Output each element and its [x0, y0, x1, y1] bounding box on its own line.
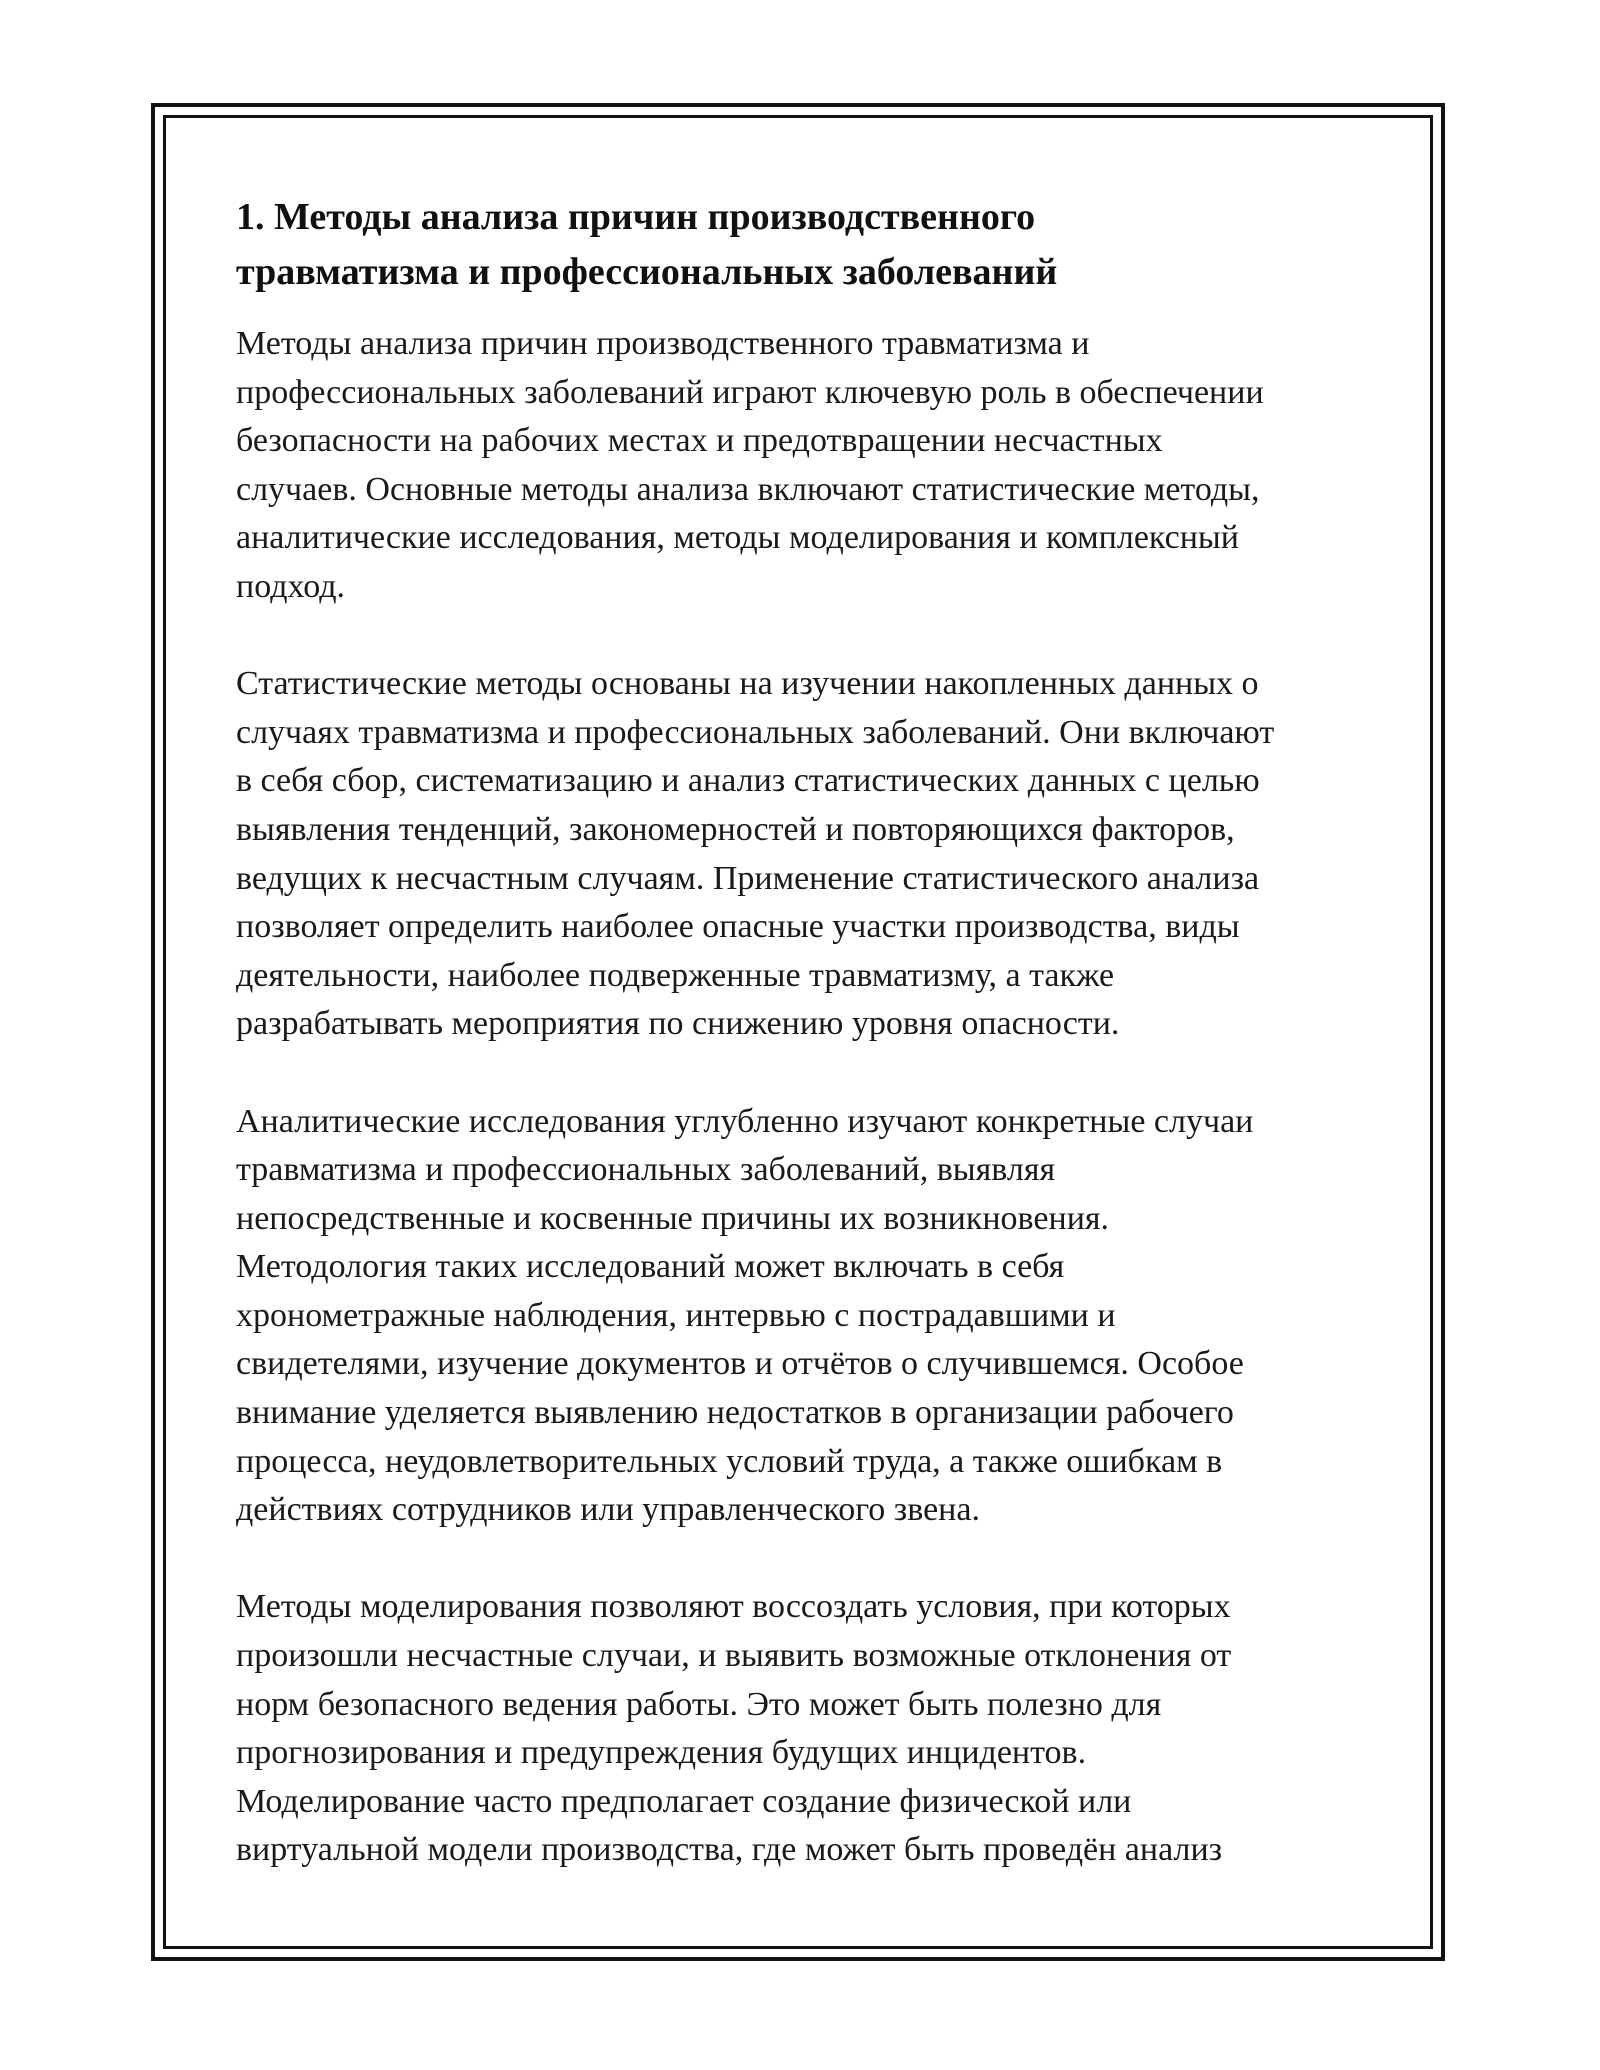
paragraph-intro: Методы анализа причин производственного травматизма и профессиональных заболеваний играют ключевую роль в обеспечении безопасности на рабочих местах и предотвращении несчастных случаев. Основные методы анализа включают статистические методы, аналитические исследования, методы моделирования и комплексный подход. [236, 325, 1264, 605]
paragraph-modeling-methods: Методы моделирования позволяют воссоздать условия, при которых произошли несчастные случаи, и выявить возможные отклонения от норм безопасного ведения работы. Это может быть полезно для прогнозирования и предупреждения будущих инцидентов. Моделирование часто предполагает создание физической или виртуальной модели производства, где может быть проведён анализ [236, 1588, 1232, 1869]
paragraph-analytical-research: Аналитические исследования углубленно изучают конкретные случаи травматизма и профессиональных заболеваний, выявляя непосредственные и косвенные причины их возникновения. Методология таких исследований может включать в себя хронометражные наблюдения, интервью с пострадавшими и свидетелями, изучение документов и отчётов о случившемся. Особое внимание уделяется выявлению недостатков в организации рабочего процесса, неудовлетворительных условий труда, а также ошибкам в действиях сотрудников или управленческого звена. [236, 1102, 1254, 1529]
section-heading: 1. Методы анализа причин производственного травматизма и профессиональных заболеваний [236, 196, 1058, 293]
document-body [236, 190, 1376, 1924]
paragraph-statistical-methods: Статистические методы основаны на изучении накопленных данных о случаях травматизма и профессиональных заболеваний. Они включают в себя сбор, систематизацию и анализ статистических данных с целью выявления тенденций, закономерностей и повторяющихся факторов, ведущих к несчастным случаям. Применение статистического анализа позволяет определить наиболее опасные участки производства, виды деятельности, наиболее подверженные травматизму, а также разрабатывать мероприятия по снижению уровня опасности. [236, 665, 1275, 1043]
